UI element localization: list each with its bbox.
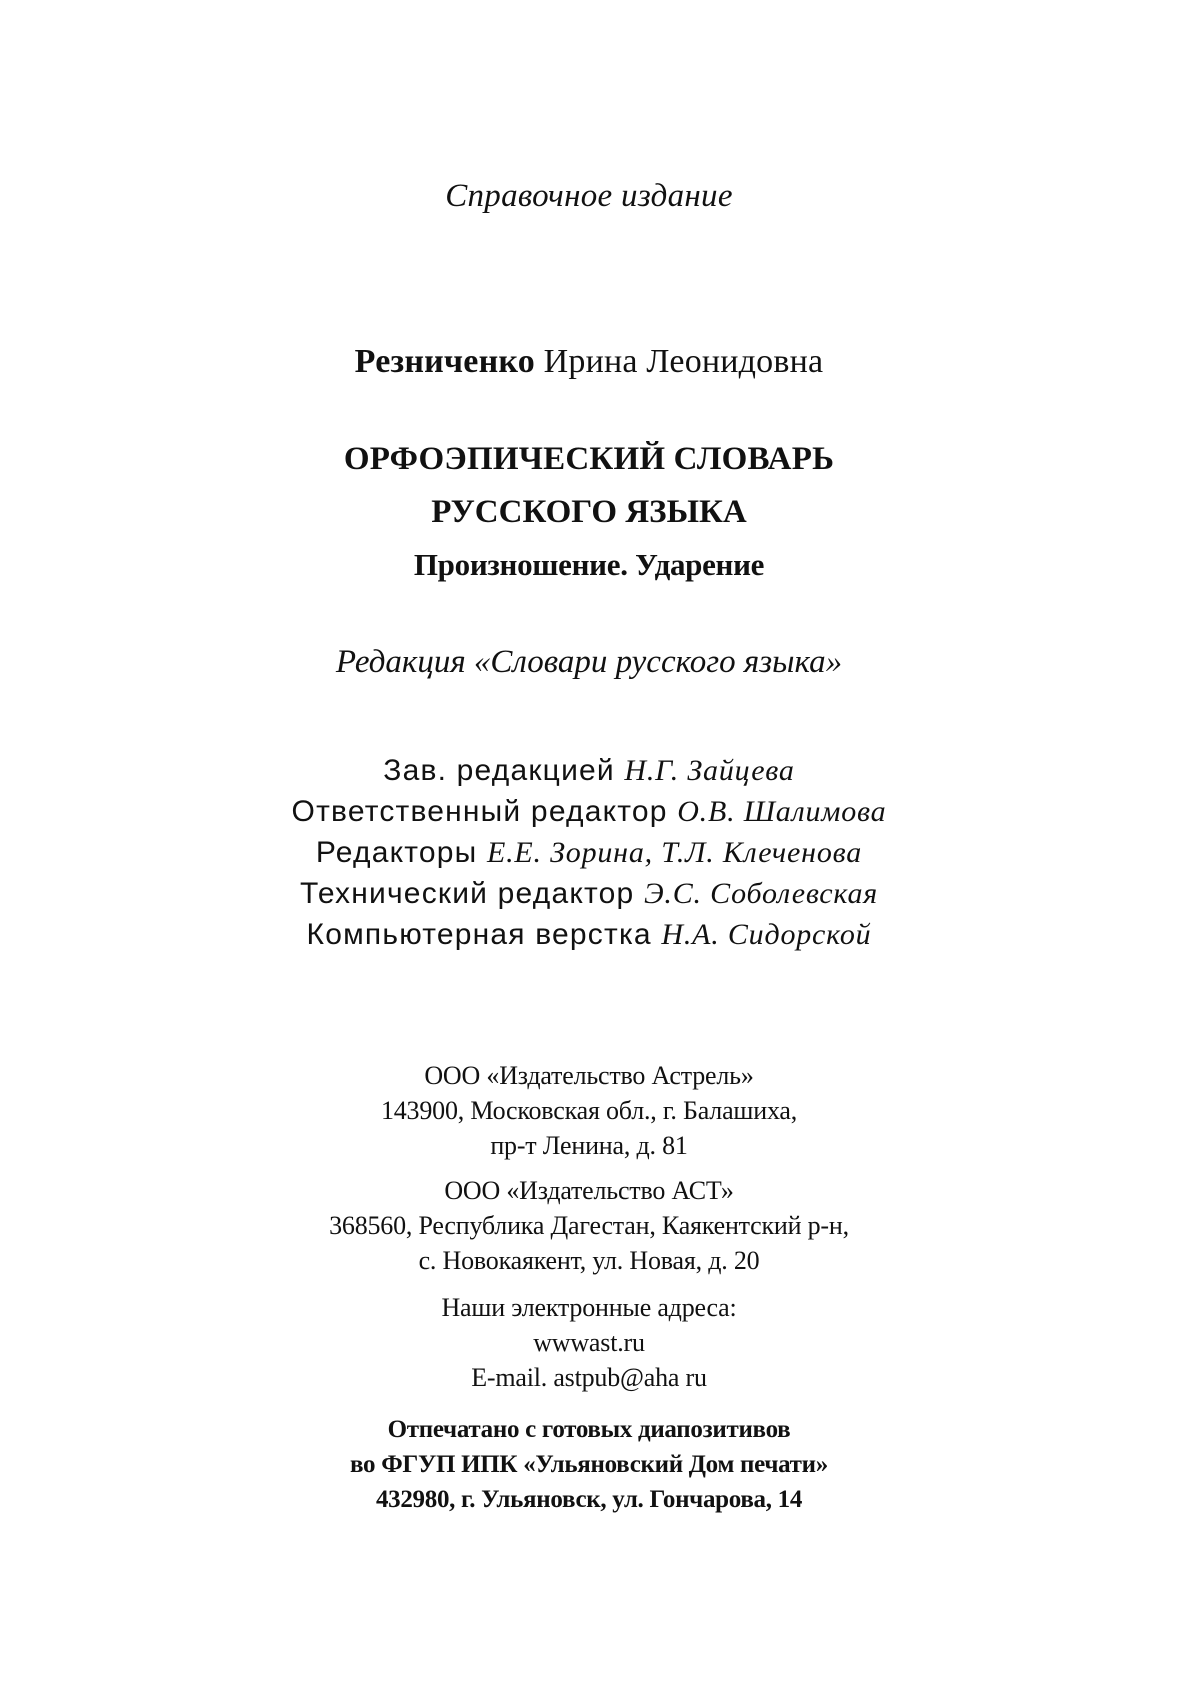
- printing-address: 432980, г. Ульяновск, ул. Гончарова, 14: [375, 1486, 803, 1513]
- staff-name: О.В. Шалимова: [677, 795, 887, 828]
- publisher-address: с. Новокаякент, ул. Новая, д. 20: [418, 1246, 760, 1275]
- printing-info: Отпечатано с готовых диапозитивов: [387, 1416, 791, 1443]
- staff-credit: [0, 754, 1178, 788]
- staff-name: Н.Г. Зайцева: [624, 754, 795, 787]
- publisher-address: 143900, Московская обл., г. Балашиха,: [380, 1096, 798, 1125]
- author-name: [0, 343, 1178, 381]
- publisher-address: пр-т Ленина, д. 81: [490, 1131, 688, 1160]
- website-address: wwwast.ru: [533, 1328, 645, 1357]
- staff-role: Редакторы: [315, 836, 478, 869]
- staff-credit: [0, 877, 1178, 911]
- editorial-office: Редакция «Словари русского языка»: [335, 644, 843, 680]
- book-subtitle: Произношение. Ударение: [413, 547, 765, 582]
- publisher-name: ООО «Издательство АСТ»: [444, 1176, 734, 1205]
- printing-house: во ФГУП ИПК «Ульяновский Дом печати»: [350, 1451, 828, 1478]
- staff-role: Зав. редакцией: [383, 754, 615, 787]
- author-given-names: Ирина Леонидовна: [543, 343, 824, 380]
- web-heading: Наши электронные адреса:: [441, 1293, 737, 1322]
- staff-credit: [0, 918, 1178, 952]
- author-surname: Резниченко: [354, 343, 535, 380]
- email-address: E-mail. astpub@aha ru: [471, 1363, 707, 1392]
- staff-name: Е.Е. Зорина, Т.Л. Клеченова: [486, 836, 863, 869]
- staff-name: Э.С. Соболевская: [643, 877, 878, 910]
- staff-role: Ответственный редактор: [291, 795, 668, 828]
- publisher-name: ООО «Издательство Астрель»: [424, 1061, 754, 1090]
- book-title-line-1: ОРФОЭПИЧЕСКИЙ СЛОВАРЬ: [343, 441, 835, 477]
- staff-role: Технический редактор: [299, 877, 635, 910]
- staff-role: Компьютерная верстка: [306, 918, 652, 951]
- staff-credit: [0, 836, 1178, 870]
- book-title-line-2: РУССКОГО ЯЗЫКА: [431, 494, 747, 530]
- staff-name: Н.А. Сидорской: [661, 918, 872, 951]
- edition-type: Справочное издание: [445, 178, 733, 214]
- staff-credit: [0, 795, 1178, 829]
- publisher-address: 368560, Республика Дагестан, Каякентский р-н,: [329, 1211, 849, 1240]
